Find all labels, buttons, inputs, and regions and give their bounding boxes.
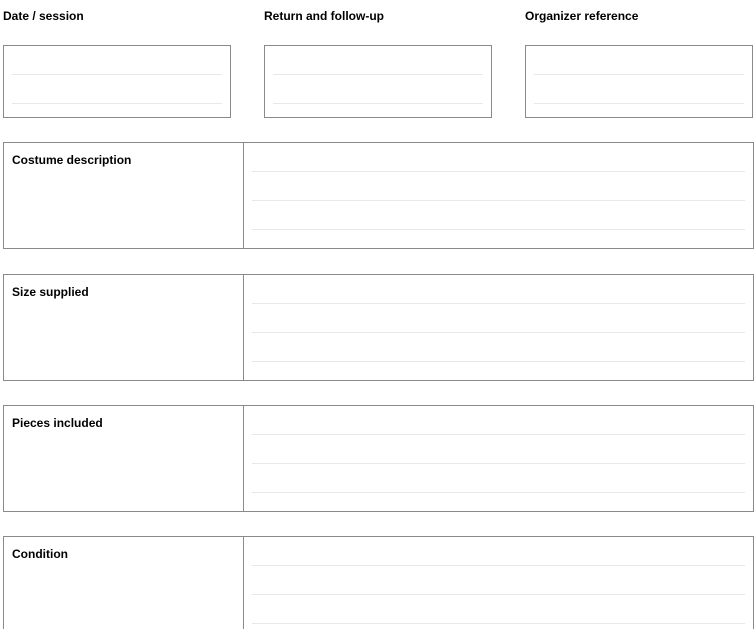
organizer-reference-field[interactable] — [525, 45, 753, 118]
costume-description-label: Costume description — [4, 143, 244, 248]
writing-line — [252, 594, 745, 595]
writing-line — [252, 434, 745, 435]
size-supplied-row — [3, 274, 754, 381]
writing-line — [252, 332, 745, 333]
writing-line — [12, 103, 222, 104]
return-follow-up-field[interactable] — [264, 45, 492, 118]
date-session-label: Date / session — [3, 9, 84, 23]
writing-line — [273, 74, 483, 75]
writing-line — [252, 303, 745, 304]
condition-row — [3, 536, 754, 629]
pieces-included-field[interactable] — [244, 406, 753, 511]
costume-description-field[interactable] — [244, 143, 753, 248]
writing-line — [534, 74, 744, 75]
writing-line — [252, 463, 745, 464]
size-supplied-label: Size supplied — [4, 275, 244, 380]
size-supplied-field[interactable] — [244, 275, 753, 380]
writing-line — [534, 103, 744, 104]
writing-line — [252, 565, 745, 566]
writing-line — [252, 623, 745, 624]
pieces-included-row — [3, 405, 754, 512]
writing-line — [273, 103, 483, 104]
date-session-field[interactable] — [3, 45, 231, 118]
writing-line — [252, 492, 745, 493]
pieces-included-label: Pieces included — [4, 406, 244, 511]
writing-line — [12, 74, 222, 75]
writing-line — [252, 200, 745, 201]
costume-description-row — [3, 142, 754, 249]
writing-line — [252, 361, 745, 362]
condition-field[interactable] — [244, 537, 753, 629]
condition-label: Condition — [4, 537, 244, 629]
writing-line — [252, 171, 745, 172]
return-follow-up-label: Return and follow-up — [264, 9, 384, 23]
organizer-reference-label: Organizer reference — [525, 9, 639, 23]
writing-line — [252, 229, 745, 230]
